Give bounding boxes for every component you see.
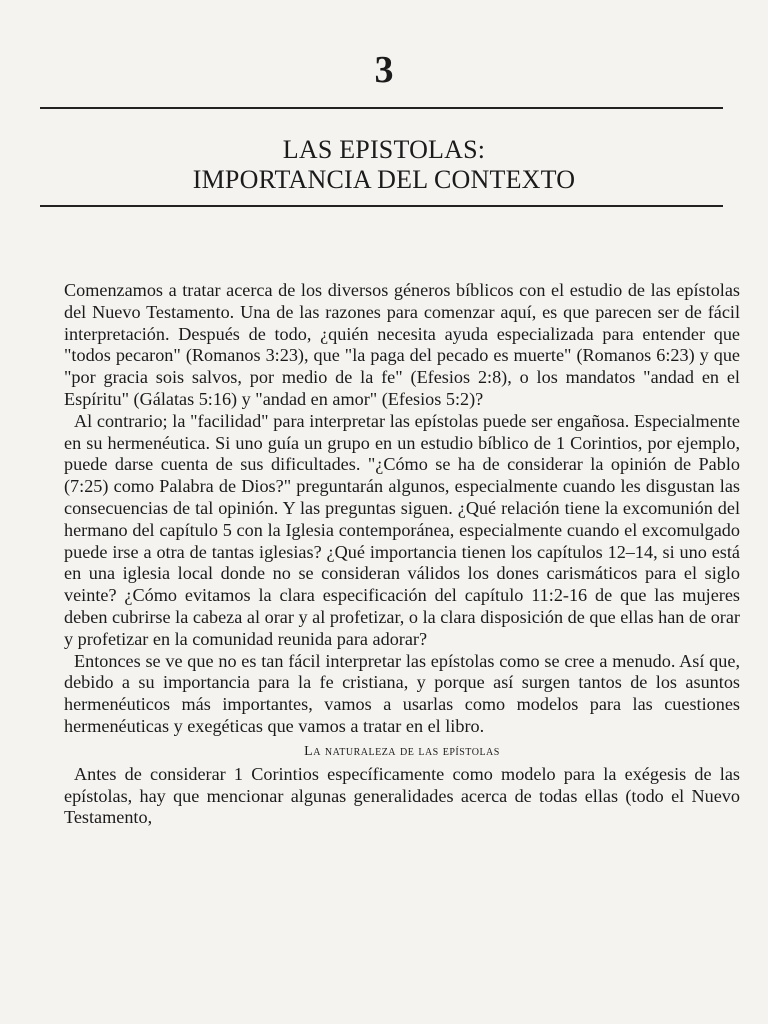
paragraph-conclusion: Entonces se ve que no es tan fácil interpretar las epístolas como se cree a menudo. Así que, debido a su importancia para la fe cristiana, y porque así surgen tantos de los asuntos hermenéuticos más importantes, vamos a usarlas como modelos para las cuestiones hermenéuticas y exegéticas que vamos a tratar en el libro. [64, 650, 740, 736]
chapter-number: 3 [374, 49, 394, 91]
chapter-title-line-1: LAS EPISTOLAS: [282, 135, 486, 164]
bottom-rule [40, 205, 723, 207]
paragraph-difficulties: Al contrario; la "facilidad" para interpretar las epístolas puede ser engañosa. Especialmente en su hermenéutica. Si uno guía un grupo en un estudio bíblico de 1 Corintios, por ejemplo, puede darse cuenta de sus dificultades. "¿Cómo se ha de considerar la opinión de Pablo (7:25) como Palabra de Dios?" preguntarán algunos, especialmente cuando les disgustan las consecuencias de tal opinión. Y las preguntas siguen. ¿Qué relación tiene la excomunión del hermano del capítulo 5 con la Iglesia contemporánea, especialmente cuando el excomulgado puede irse a otra de tantas iglesias? ¿Qué importancia tienen los capítulos 12–14, si uno está en una iglesia local donde no se consideran válidos los dones carismáticos para el siglo veinte? ¿Cómo evitamos la clara especificación del capítulo 11:2-16 de que las mujeres deben cubrirse la cabeza al orar y al profetizar, o la clara disposición de que ellas han de orar y profetizar en la comunidad reunida para adorar? [64, 410, 740, 649]
paragraph-intro: Comenzamos a tratar acerca de los diversos géneros bíblicos con el estudio de las epístolas del Nuevo Testamento. Una de las razones para comenzar aquí, es que parecen ser de fácil interpretación. Después de todo, ¿quién necesita ayuda especializada para entender que "todos pecaron" (Romanos 3:23), que "la paga del pecado es muerte" (Romanos 6:23) y que "por gracia sois salvos, por medio de la fe" (Efesios 2:8), o los mandatos "andad en el Espíritu" (Gálatas 5:16) y "andad en amor" (Efesios 5:2)? [64, 280, 740, 409]
chapter-body [64, 280, 740, 829]
section-heading: La naturaleza de las epístolas [304, 743, 500, 759]
paragraph-section: Antes de considerar 1 Corintios específicamente como modelo para la exégesis de las epístolas, hay que mencionar algunas generalidades acerca de todas ellas (todo el Nuevo Testamento, [64, 763, 740, 828]
chapter-title [0, 135, 768, 195]
chapter-title-line-2: IMPORTANCIA DEL CONTEXTO [192, 165, 576, 194]
top-rule [40, 107, 723, 109]
